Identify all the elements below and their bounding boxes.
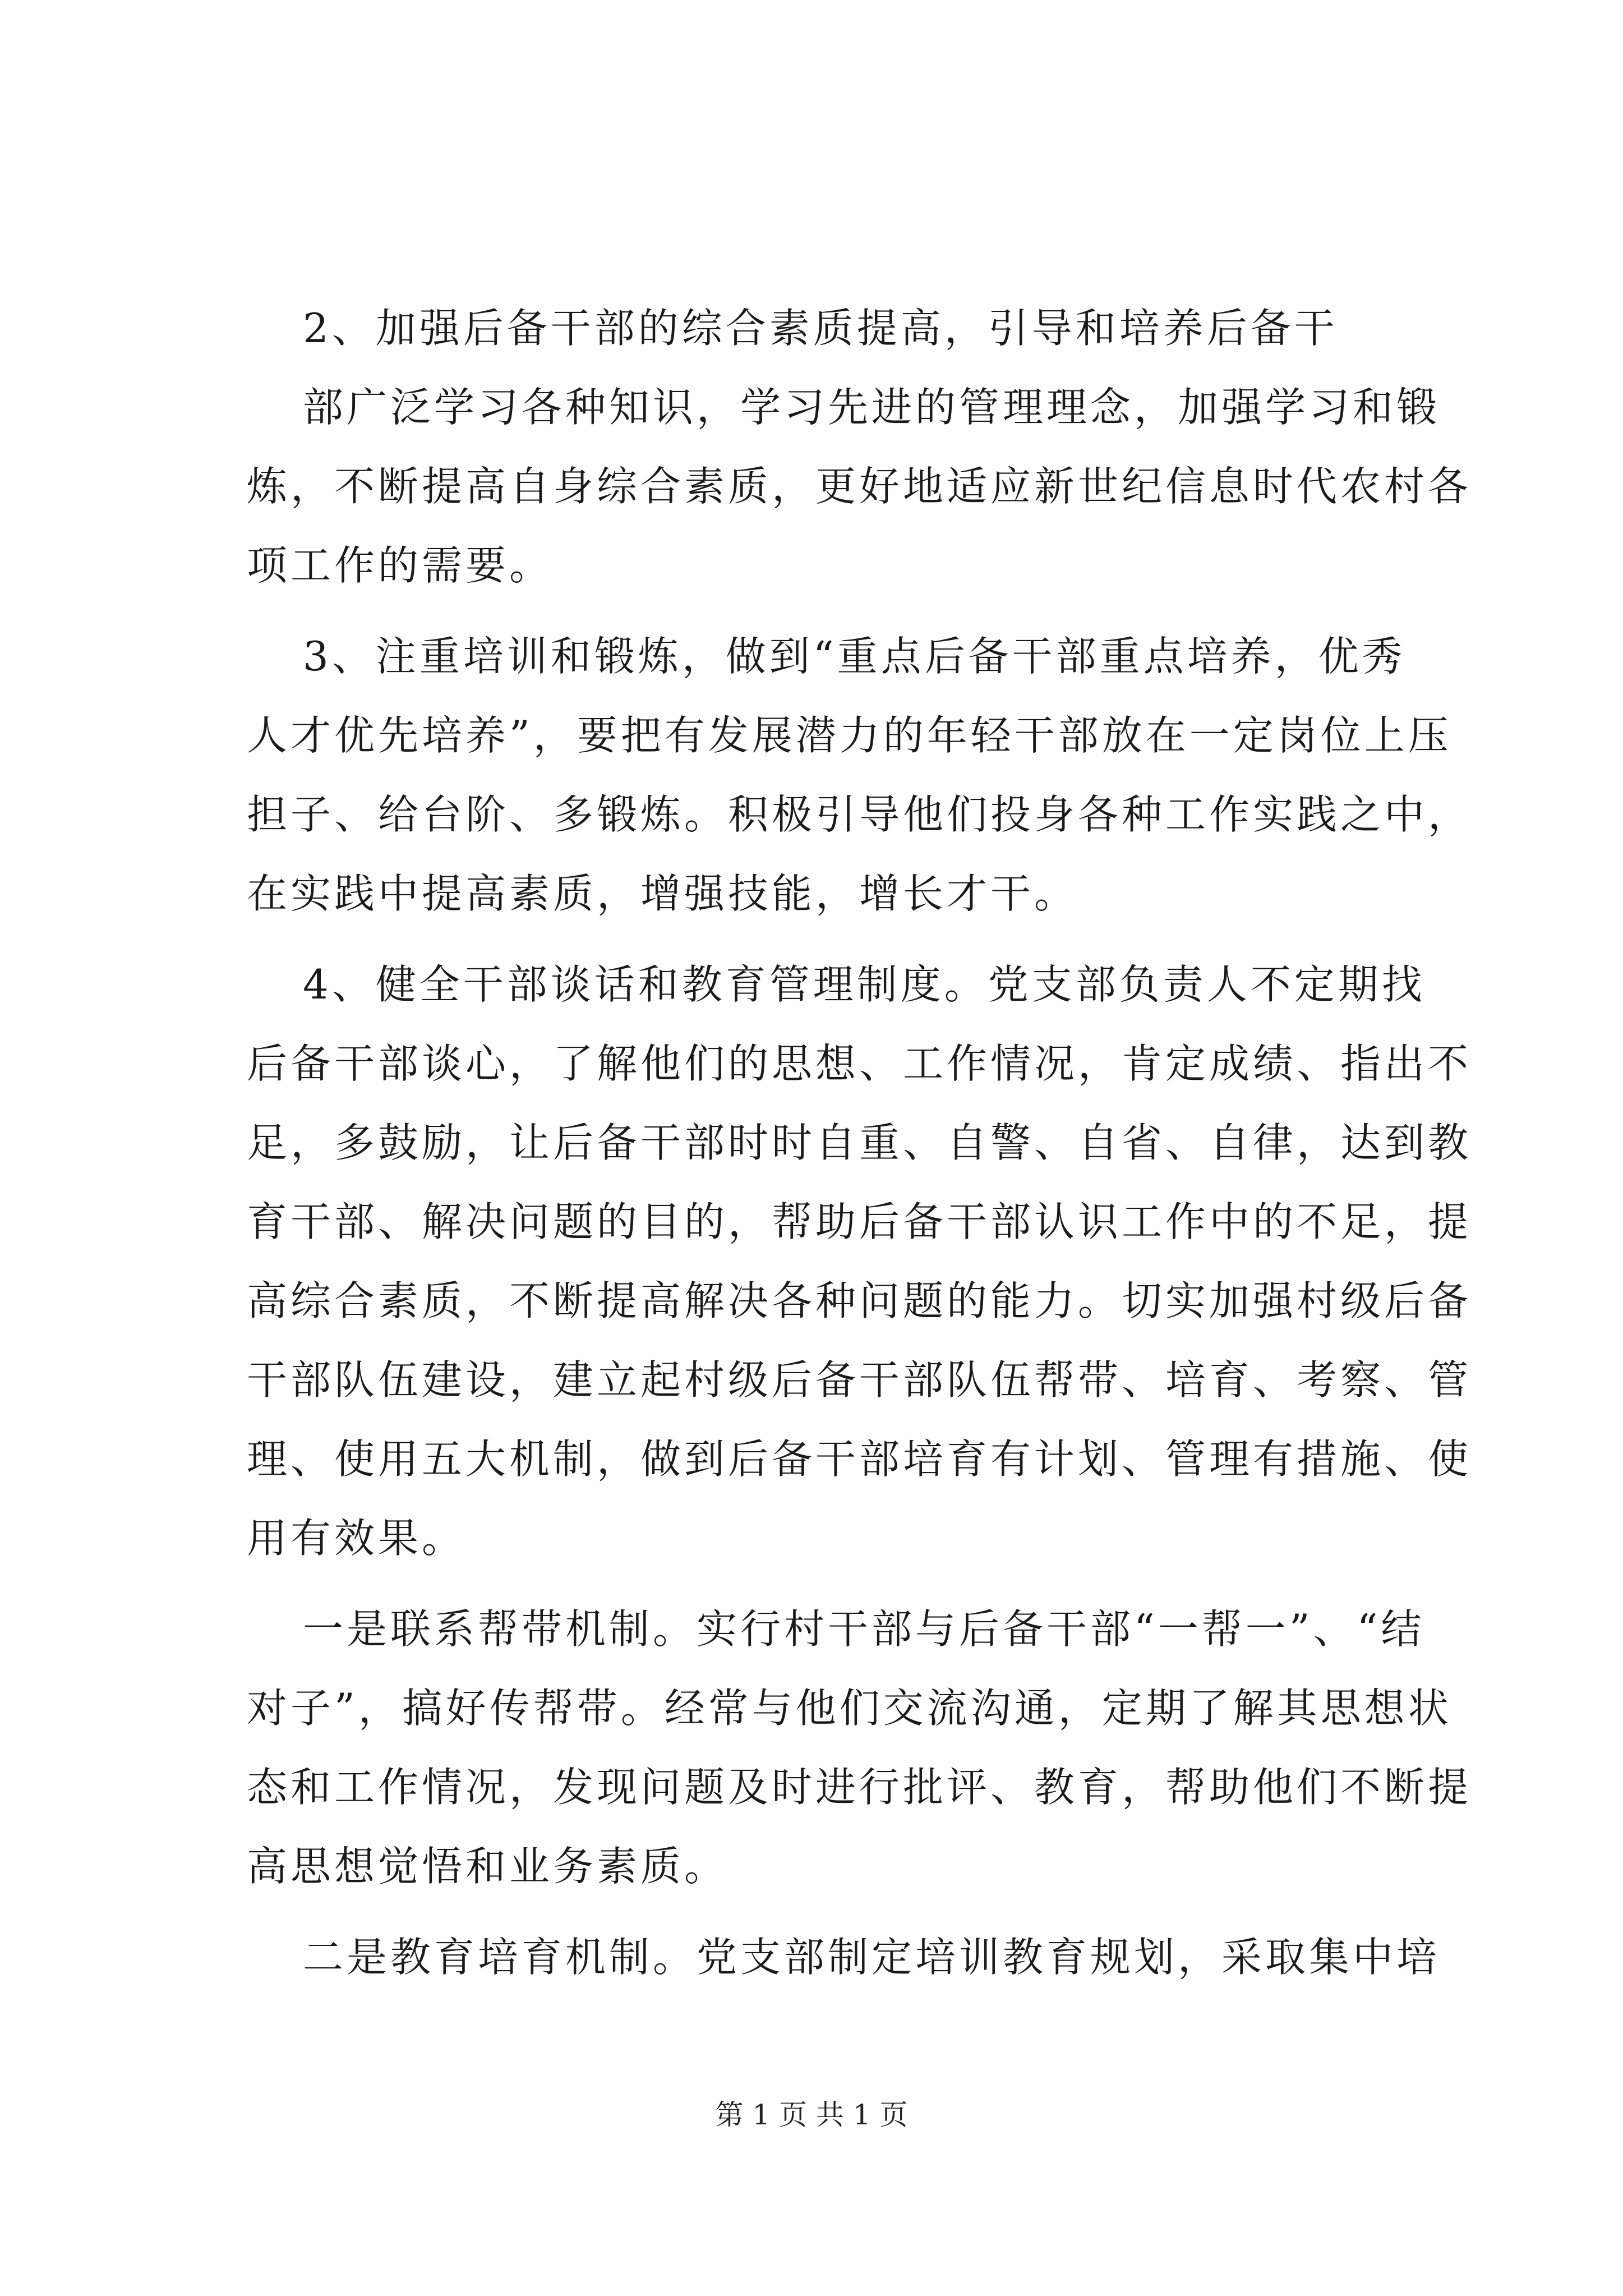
text-line-6: 人才优先培养”，要把有发展潜力的年轻干部放在一定岗位上压 (247, 712, 1452, 759)
text-line-19: 态和工作情况，发现问题及时进行批评、教育，帮助他们不断提 (247, 1764, 1472, 1811)
text-line-13: 高综合素质，不断提高解决各种问题的能力。切实加强村级后备 (247, 1277, 1472, 1324)
text-line-20: 高思想觉悟和业务素质。 (247, 1843, 728, 1890)
text-line-9: 4、健全干部谈话和教育管理制度。党支部负责人不定期找 (303, 961, 1426, 1008)
text-line-3: 炼，不断提高自身综合素质，更好地适应新世纪信息时代农村各 (247, 463, 1472, 510)
text-line-15: 理、使用五大机制，做到后备干部培育有计划、管理有措施、使 (247, 1435, 1472, 1483)
text-line-16: 用有效果。 (247, 1515, 466, 1562)
text-line-14: 干部队伍建设，建立起村级后备干部队伍帮带、培育、考察、管 (247, 1356, 1472, 1404)
text-line-4: 项工作的需要。 (247, 542, 554, 589)
text-line-1: 2、加强后备干部的综合素质提高，引导和培养后备干 (303, 305, 1338, 352)
text-line-18: 对子”，搞好传帮带。经常与他们交流沟通，定期了解其思想状 (247, 1685, 1452, 1732)
text-line-7: 担子、给台阶、多锻炼。积极引导他们投身各种工作实践之中， (247, 791, 1472, 838)
page-number-footer: 第 1 页 共 1 页 (715, 2099, 908, 2131)
text-line-5: 3、注重培训和锻炼，做到“重点后备干部重点培养，优秀 (303, 633, 1406, 680)
text-line-2: 部广泛学习各种知识，学习先进的管理理念，加强学习和锻 (303, 384, 1441, 431)
text-line-21: 二是教育培育机制。党支部制定培训教育规划，采取集中培 (303, 1934, 1441, 1981)
text-line-11: 足，多鼓励，让后备干部时时自重、自警、自省、自律，达到教 (247, 1119, 1472, 1166)
text-line-12: 育干部、解决问题的目的，帮助后备干部认识工作中的不足，提 (247, 1198, 1472, 1245)
text-line-10: 后备干部谈心，了解他们的思想、工作情况，肯定成绩、指出不 (247, 1040, 1472, 1087)
text-line-17: 一是联系帮带机制。实行村干部与后备干部“一帮一”、“结 (303, 1605, 1425, 1653)
text-line-8: 在实践中提高素质，增强技能，增长才干。 (247, 870, 1078, 917)
